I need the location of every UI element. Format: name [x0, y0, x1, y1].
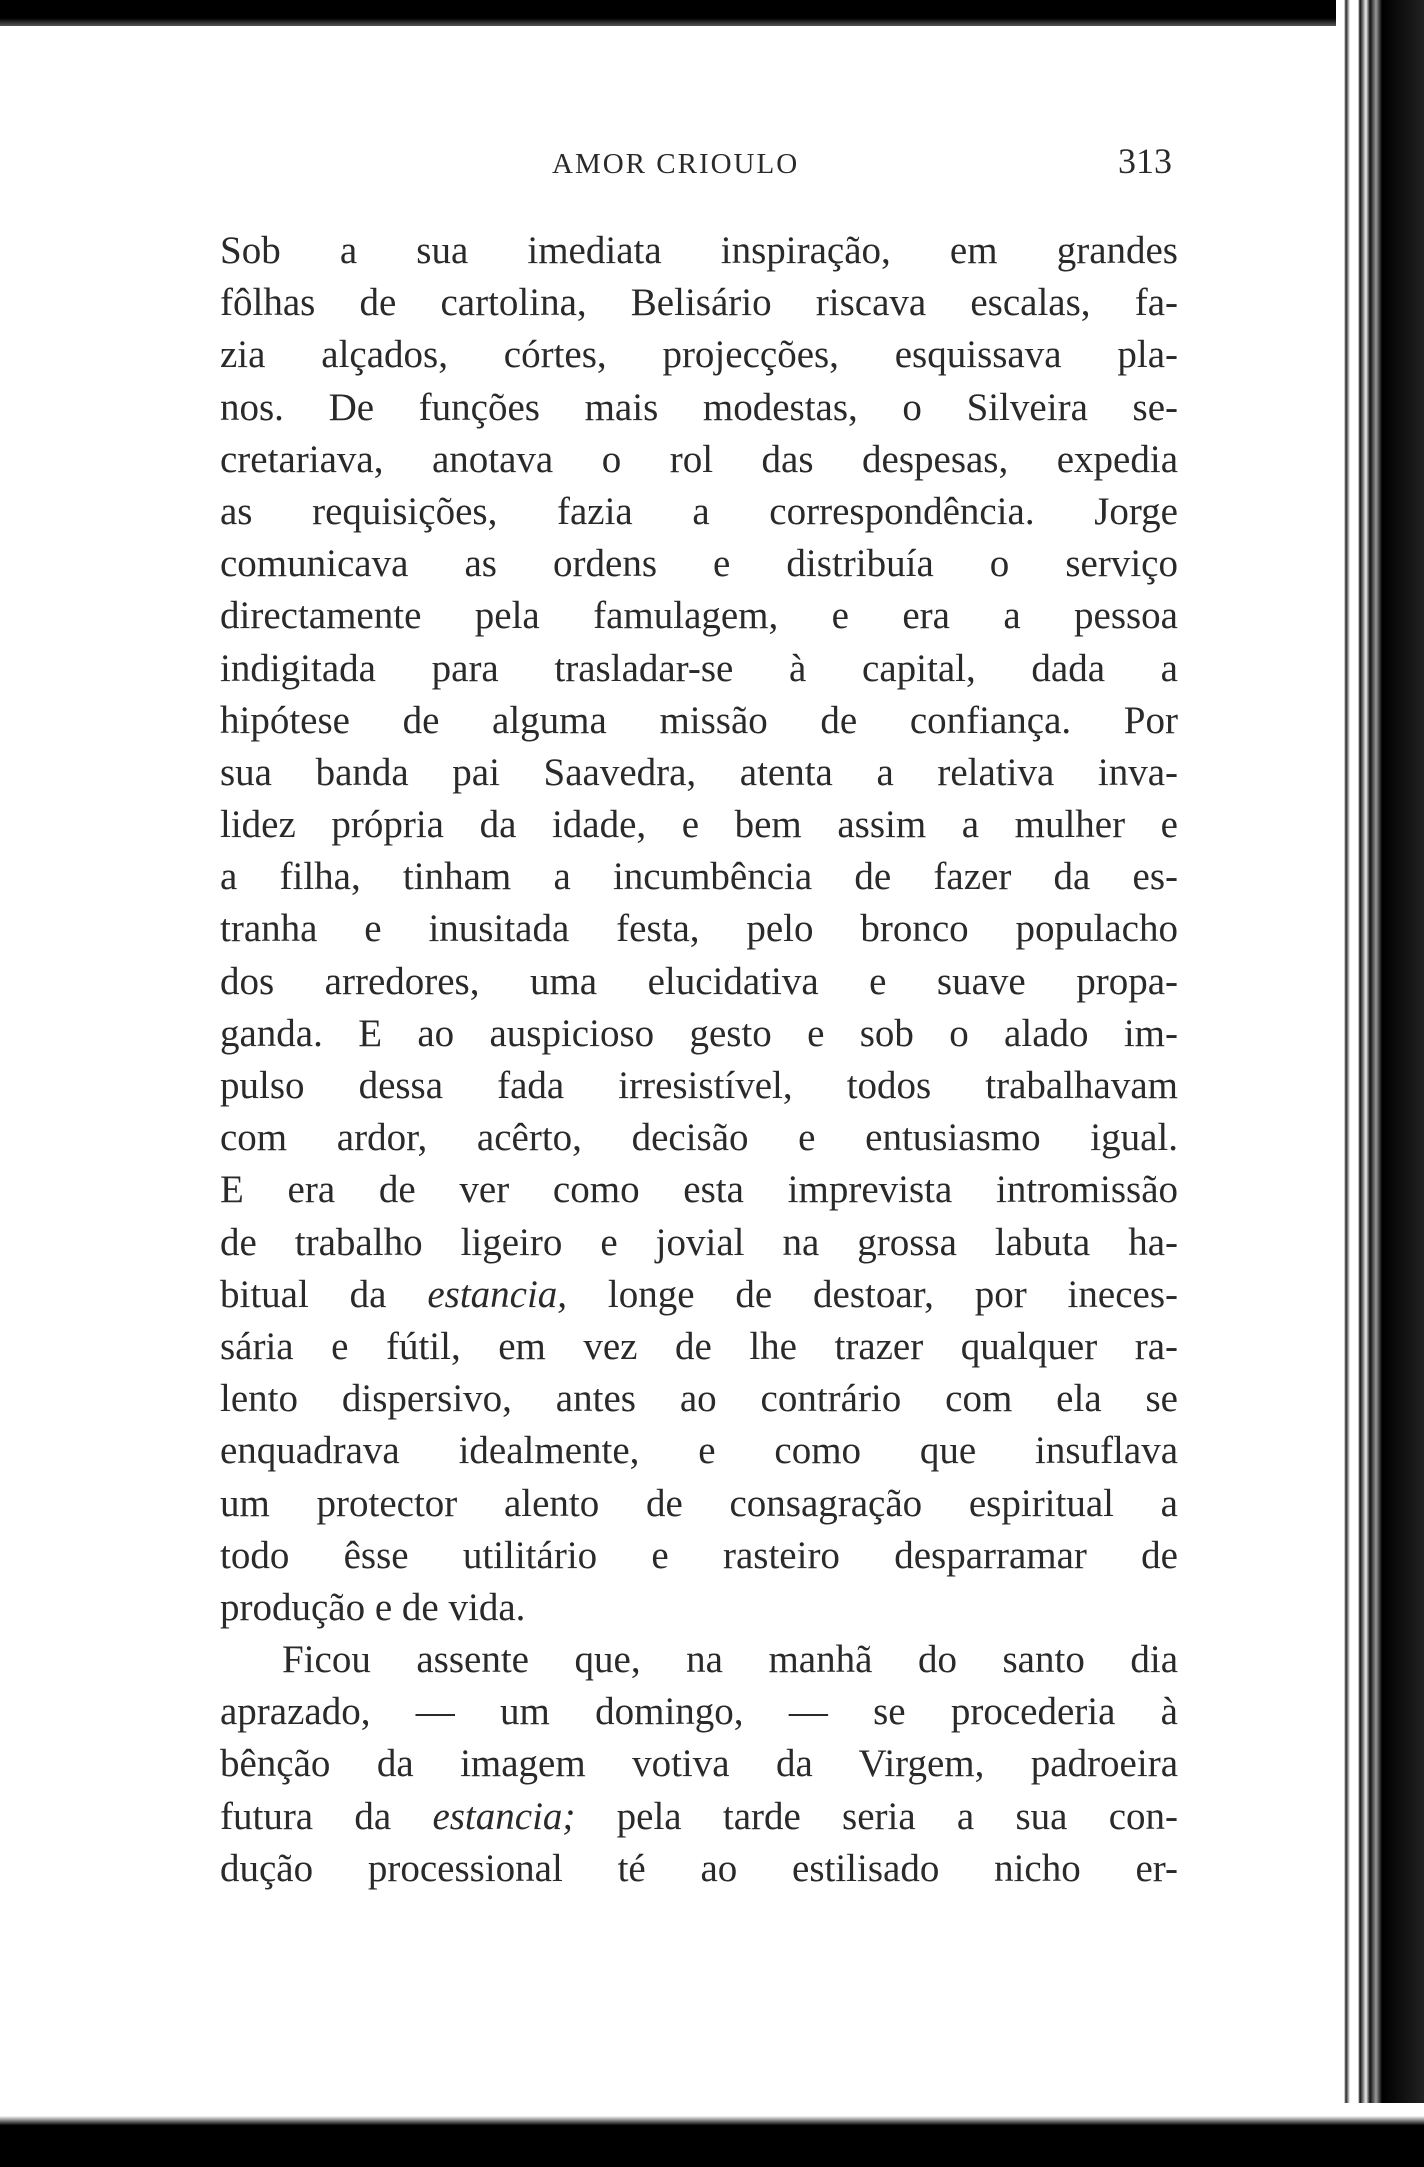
text-line: hipótese de alguma missão de confiança. Por [220, 698, 1178, 742]
text-line: todo êsse utilitário e rasteiro desparramar de [220, 1533, 1178, 1577]
text-run: pela tarde seria a sua con- [575, 1794, 1178, 1838]
text-line: dução processional té ao estilisado nicho er- [220, 1846, 1178, 1890]
text-line [220, 1791, 1178, 1843]
scan-bottom-edge [0, 2103, 1424, 2167]
text-line: E era de ver como esta imprevista intromissão [220, 1168, 1178, 1212]
running-head [222, 140, 1172, 190]
text-line: Ficou assente que, na manhã do santo dia [282, 1638, 1178, 1682]
italic-word: estancia, [427, 1272, 568, 1316]
text-line: directamente pela famulagem, e era a pessoa [220, 594, 1178, 638]
text-line: bênção da imagem votiva da Virgem, padroeira [220, 1742, 1178, 1786]
text-line: comunicava as ordens e distribuía o serviço [220, 542, 1178, 586]
text-run: longe de destoar, por ineces- [567, 1272, 1178, 1316]
text-line: a filha, tinham a incumbência de fazer da es- [220, 855, 1178, 899]
italic-word: estancia; [432, 1794, 576, 1838]
text-line: ganda. E ao auspicioso gesto e sob o alado im- [220, 1011, 1178, 1055]
text-line: sária e fútil, em vez de lhe trazer qualquer ra- [220, 1324, 1178, 1368]
text-line: de trabalho ligeiro e jovial na grossa labuta ha- [220, 1220, 1178, 1264]
text-line: aprazado, — um domingo, — se procederia à [220, 1690, 1178, 1734]
text-line [220, 1269, 1178, 1321]
page-body-text [220, 225, 1178, 1895]
text-line: enquadrava idealmente, e como que insuflava [220, 1429, 1178, 1473]
text-line: fôlhas de cartolina, Belisário riscava escalas, fa- [220, 281, 1178, 325]
text-line: as requisições, fazia a correspondência. Jorge [220, 489, 1178, 533]
text-line: com ardor, acêrto, decisão e entusiasmo igual. [220, 1116, 1178, 1160]
text-line: pulso dessa fada irresistível, todos trabalhavam [220, 1064, 1178, 1107]
text-line: nos. De funções mais modestas, o Silveira se- [220, 385, 1178, 429]
text-run: bitual da [220, 1272, 428, 1316]
text-line: indigitada para trasladar-se à capital, dada a [220, 646, 1178, 690]
text-line: dos arredores, uma elucidativa e suave propa- [220, 959, 1178, 1003]
text-line: tranha e inusitada festa, pelo bronco populacho [220, 907, 1178, 951]
text-line: produção e de vida. [220, 1585, 526, 1629]
text-line: zia alçados, córtes, projecções, esquissava pla- [220, 333, 1178, 377]
page-number: 313 [1118, 141, 1172, 181]
text-run: futura da [220, 1794, 433, 1838]
text-line: lidez própria da idade, e bem assim a mulher e [220, 803, 1178, 847]
text-line: lento dispersivo, antes ao contrário com ela se [220, 1377, 1178, 1421]
text-line: um protector alento de consagração espiritual a [220, 1481, 1178, 1525]
text-line: sua banda pai Saavedra, atenta a relativa inva- [220, 750, 1178, 794]
running-title: AMOR CRIOULO [552, 148, 800, 180]
text-line: cretariava, anotava o rol das despesas, expedia [220, 437, 1178, 481]
scan-top-edge [0, 0, 1424, 26]
text-line: Sob a sua imediata inspiração, em grandes [220, 229, 1178, 272]
scan-right-edge [1336, 0, 1424, 2167]
